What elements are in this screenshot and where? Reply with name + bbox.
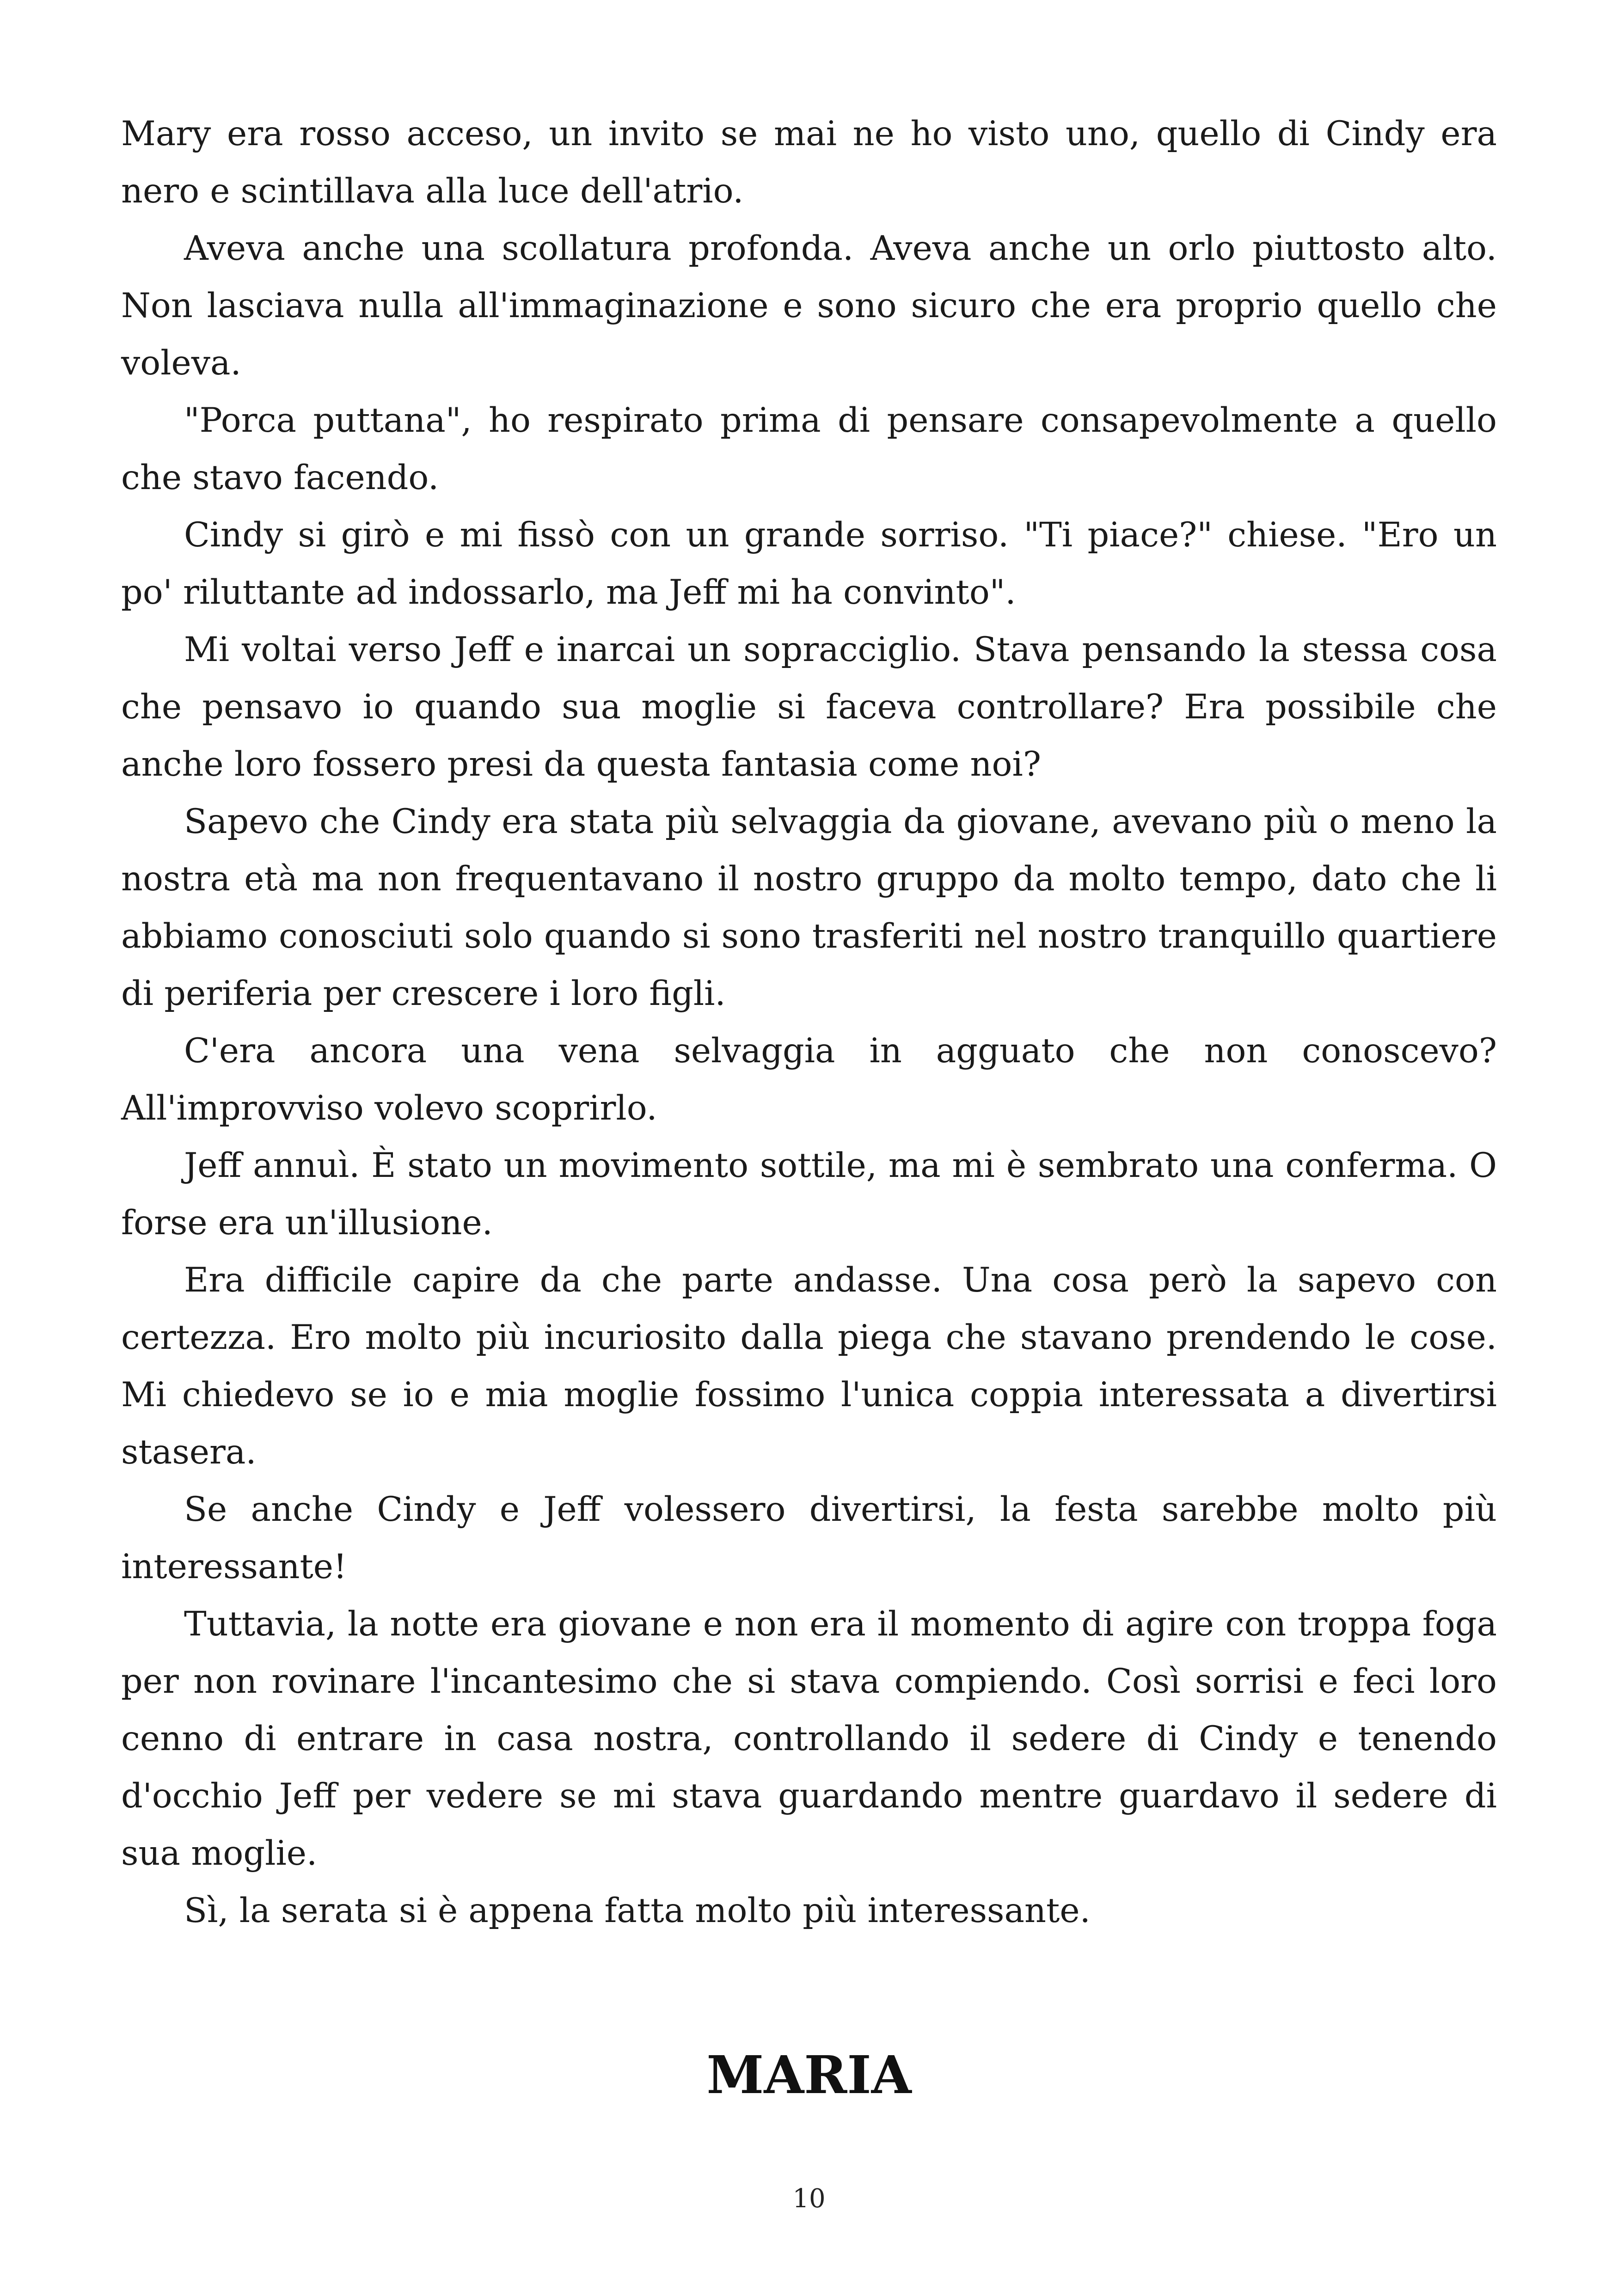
paragraph: Sì, la serata si è appena fatta molto più interessante.: [184, 1891, 1091, 1930]
paragraph: Mi voltai verso Jeff e inarcai un sopracciglio. Stava pensando la stessa cosa che pensavo io quando sua moglie si faceva controllare? Era possibile che anche loro fossero presi da questa fantasia come noi?: [121, 630, 1497, 784]
paragraph: Sapevo che Cindy era stata più selvaggia da giovane, avevano più o meno la nostra età ma non frequentavano il nostro gruppo da molto tempo, dato che li abbiamo conosciuti solo quando si sono trasferiti nel nostro tranquillo quartiere di periferia per crescere i loro figli.: [121, 802, 1497, 1013]
paragraph: C'era ancora una vena selvaggia in agguato che non conoscevo? All'improvviso volevo scoprirlo.: [121, 1031, 1497, 1128]
paragraph: Aveva anche una scollatura profonda. Aveva anche un orlo piuttosto alto. Non lasciava nulla all'immaginazione e sono sicuro che era proprio quello che voleva.: [121, 229, 1497, 383]
body-text: [121, 105, 1497, 1940]
paragraph: Tuttavia, la notte era giovane e non era il momento di agire con troppa foga per non rovinare l'incantesimo che si stava compiendo. Così sorrisi e feci loro cenno di entrare in casa nostra, controllando il sedere di Cindy e tenendo d'occhio Jeff per vedere se mi stava guardando mentre guardavo il sedere di sua moglie.: [121, 1604, 1497, 1873]
chapter-heading: MARIA: [706, 2045, 912, 2106]
paragraph-continued: Mary era rosso acceso, un invito se mai ne ho visto uno, quello di Cindy era nero e scintillava alla luce dell'atrio.: [121, 114, 1497, 211]
paragraph: Jeff annuì. È stato un movimento sottile, ma mi è sembrato una conferma. O forse era un'illusione.: [121, 1146, 1497, 1243]
paragraph: Era difficile capire da che parte andasse. Una cosa però la sapevo con certezza. Ero molto più incuriosito dalla piega che stavano prendendo le cose. Mi chiedevo se io e mia moglie fossimo l'unica coppia interessata a divertirsi stasera.: [121, 1261, 1497, 1472]
page-number: 10: [792, 2184, 826, 2214]
paragraph: Se anche Cindy e Jeff volessero divertirsi, la festa sarebbe molto più interessante!: [121, 1490, 1497, 1586]
paragraph: Cindy si girò e mi fissò con un grande sorriso. "Ti piace?" chiese. "Ero un po' riluttante ad indossarlo, ma Jeff mi ha convinto".: [121, 515, 1497, 612]
paragraph: "Porca puttana", ho respirato prima di pensare consapevolmente a quello che stavo facendo.: [121, 401, 1497, 497]
